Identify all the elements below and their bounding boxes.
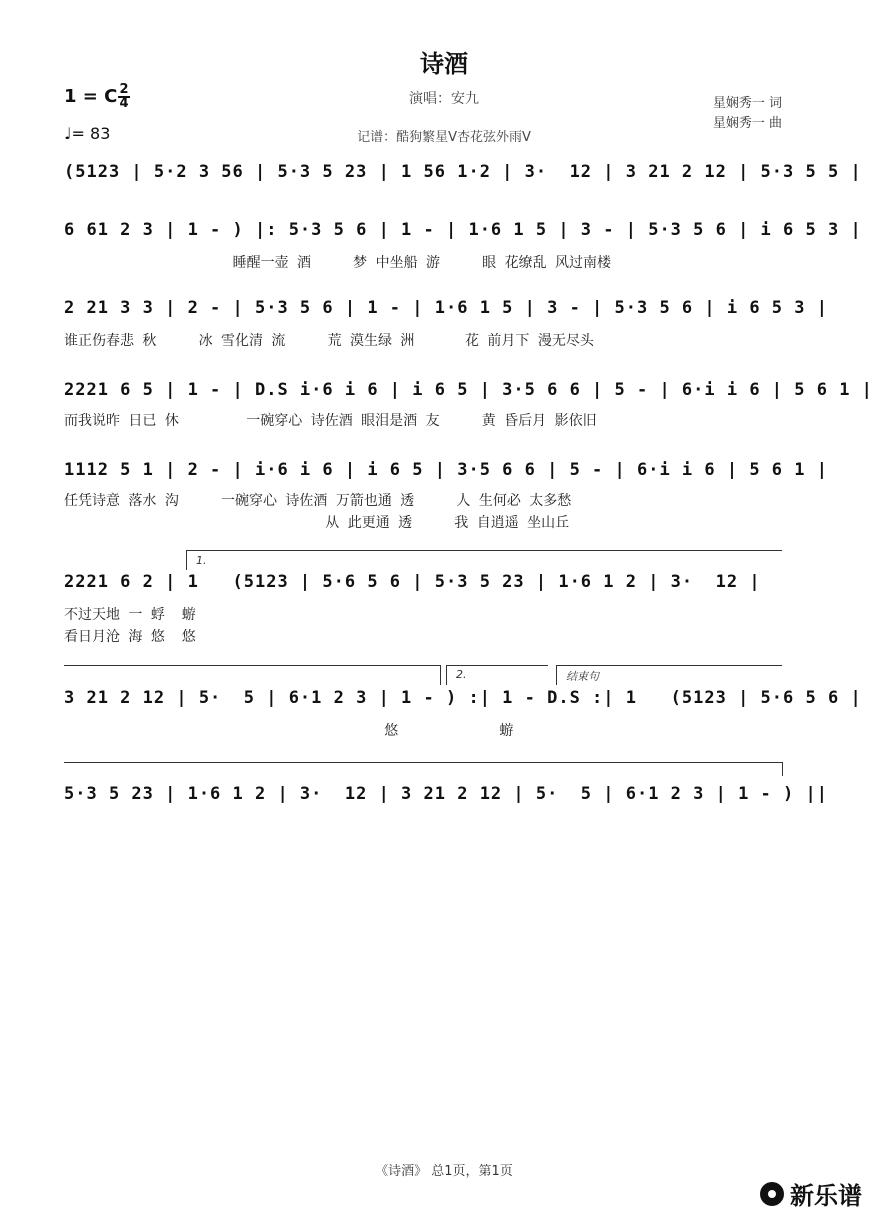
volta-2-bracket-top — [446, 665, 548, 666]
ending-continuation — [64, 762, 782, 763]
ending-label: 结束句 — [566, 670, 599, 683]
volta-2-label: 2. — [456, 668, 467, 681]
composer-credit: 星娴秀一 曲 — [712, 116, 782, 131]
ending-bracket-right — [782, 762, 783, 776]
scribe-credit: 记谱：酷狗繁星V杏花弦外雨V — [357, 130, 531, 145]
time-signature — [116, 84, 132, 110]
score-line-3: 2 21 3 3 | 2 - | 5·3 5 6 | 1 - | 1·6 1 5 | 3 - | 5·3 5 6 | i 6 5 3 | — [64, 298, 828, 318]
lyric-line-5a: 任凭诗意 落水 沟 一碗穿心 诗佐酒 万箭也通 透 人 生何必 太多愁 — [64, 493, 572, 509]
site-logo — [760, 1176, 862, 1211]
score-line-5: 1112 5 1 | 2 - | i·6 i 6 | i 6 5 | 3·5 6 6 | 5 - | 6·i i 6 | 5 6 1 | — [64, 460, 828, 480]
volta-1-label: 1. — [196, 554, 207, 567]
lyricist-credit: 星娴秀一 词 — [712, 96, 782, 111]
score-line-2: 6 61 2 3 | 1 - ) |: 5·3 5 6 | 1 - | 1·6 1 5 | 3 - | 5·3 5 6 | i 6 5 3 | — [64, 220, 862, 240]
score-line-6: 2221 6 2 | 1 (5123 | 5·6 5 6 | 5·3 5 23 | 1·6 1 2 | 3· 12 | — [64, 572, 761, 592]
lyric-line-3: 谁正伤春悲 秋 冰 雪化清 流 荒 漠生绿 洲 花 前月下 漫无尽头 — [64, 333, 594, 349]
ending-bracket-top — [556, 665, 782, 666]
lyric-line-6b: 看日月沧 海 悠 悠 — [64, 629, 196, 645]
lyric-line-5b: 从 此更通 透 我 自逍遥 坐山丘 — [64, 515, 570, 531]
volta-2-bracket-left — [446, 665, 447, 685]
tempo-marking: ♩= 83 — [64, 124, 111, 143]
ending-bracket-left — [556, 665, 557, 685]
volta-1-continuation — [64, 665, 440, 666]
time-signature-top: 2 — [119, 82, 129, 97]
page-title: 诗酒 — [420, 50, 468, 78]
record-icon — [760, 1182, 784, 1206]
score-line-1: (5123 | 5·2 3 56 | 5·3 5 23 | 1 56 1·2 | 3· 12 | 3 21 2 12 | 5·3 5 5 | — [64, 162, 862, 182]
lyric-line-6a: 不过天地 一 蜉 蝣 — [64, 607, 196, 623]
singer-credit: 演唱：安九 — [409, 91, 479, 107]
score-line-8: 5·3 5 23 | 1·6 1 2 | 3· 12 | 3 21 2 12 | 5· 5 | 6·1 2 3 | 1 - ) || — [64, 784, 828, 804]
score-line-4: 2221 6 5 | 1 - | D.S i·6 i 6 | i 6 5 | 3·5 6 6 | 5 - | 6·i i 6 | 5 6 1 | — [64, 380, 873, 400]
lyric-line-2: 睡醒一壶 酒 梦 中坐船 游 眼 花缭乱 风过南楼 — [64, 255, 612, 271]
site-logo-text: 新乐谱 — [790, 1182, 862, 1210]
volta-1-bracket-right — [440, 665, 441, 685]
score-line-7: 3 21 2 12 | 5· 5 | 6·1 2 3 | 1 - ) :| 1 - D.S :| 1 (5123 | 5·6 5 6 | — [64, 688, 862, 708]
key-signature: 1 = C — [64, 86, 118, 107]
lyric-line-7: 悠 蝣 — [64, 723, 514, 739]
time-signature-bottom: 4 — [119, 96, 129, 111]
volta-1-bracket-left — [186, 550, 187, 570]
lyric-line-4: 而我说昨 日已 休 一碗穿心 诗佐酒 眼泪是酒 友 黄 昏后月 影依旧 — [64, 413, 597, 429]
page-footer: 《诗酒》 总1页，第1页 — [375, 1164, 513, 1179]
volta-1-bracket-top — [186, 550, 782, 551]
